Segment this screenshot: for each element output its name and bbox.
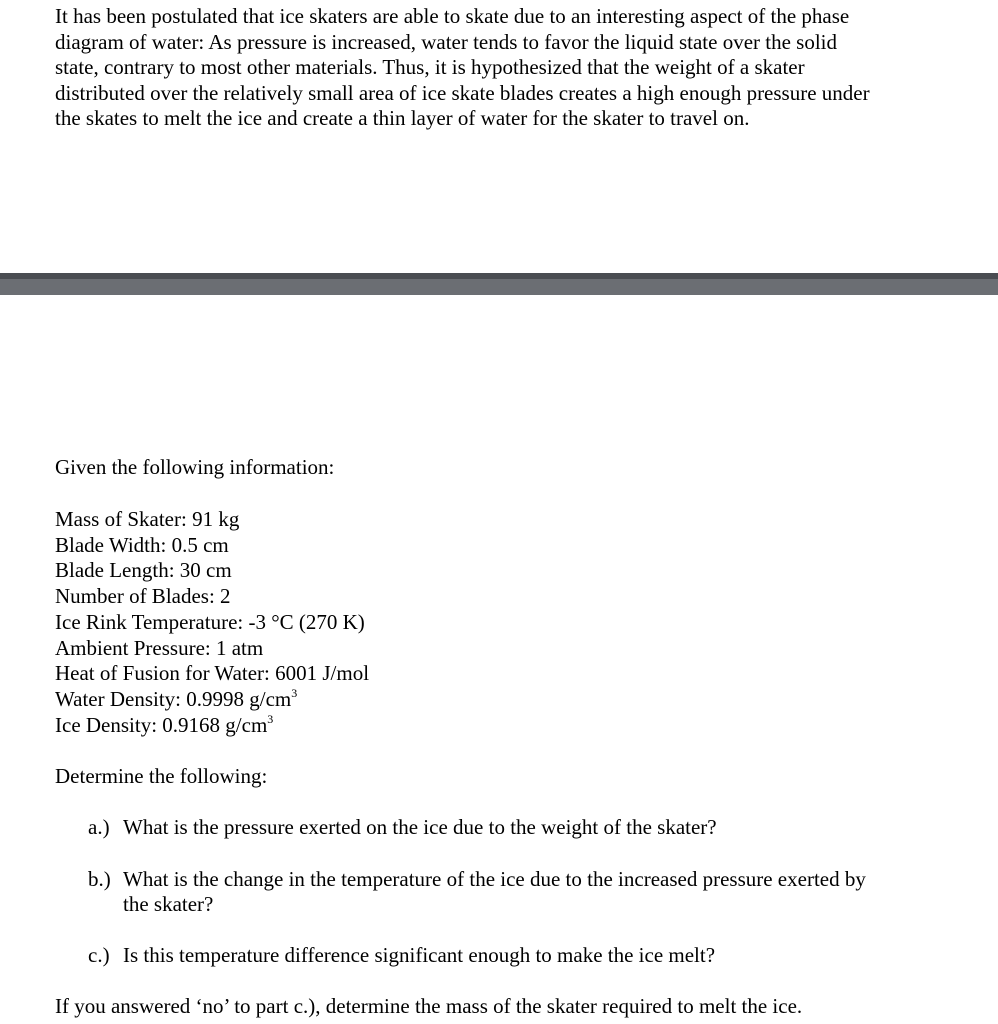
info-blade-length: Blade Length: 30 cm (55, 558, 232, 583)
question-label: b.) (88, 867, 111, 891)
info-ice-density (55, 713, 369, 739)
ice-density-text: Ice Density: 0.9168 g/cm (55, 712, 268, 737)
water-density-exponent: 3 (291, 685, 298, 700)
info-blade-width: Blade Width: 0.5 cm (55, 532, 229, 557)
question-label: c.) (88, 943, 110, 967)
question-label: a.) (88, 815, 110, 839)
intro-line: the skates to melt the ice and create a thin layer of water for the skater to travel on. (55, 106, 750, 130)
question-b (88, 867, 866, 917)
intro-line: diagram of water: As pressure is increased, water tends to favor the liquid state over the solid (55, 29, 838, 54)
intro-line: It has been postulated that ice skaters are able to skate due to an interesting aspect of the phase (55, 4, 850, 28)
water-density-text: Water Density: 0.9998 g/cm (55, 686, 292, 711)
info-mass: Mass of Skater: 91 kg (55, 507, 240, 531)
question-text: Is this temperature difference significant enough to make the ice melt? (123, 943, 716, 967)
question-a (88, 815, 717, 840)
determine-heading: Determine the following: (55, 764, 268, 788)
info-ambient-pressure: Ambient Pressure: 1 atm (55, 635, 264, 660)
question-text-continued: the skater? (123, 892, 214, 916)
intro-line: state, contrary to most other materials. Thus, it is hypothesized that the weight of a skater (55, 55, 805, 79)
given-heading: Given the following information: (55, 455, 335, 479)
page-divider (0, 273, 998, 295)
info-number-of-blades: Number of Blades: 2 (55, 584, 231, 609)
final-prompt: If you answered ‘no’ to part c.), determine the mass of the skater required to melt the ice. (55, 994, 803, 1018)
intro-line: distributed over the relatively small area of ice skate blades creates a high enough pressure under (55, 80, 870, 105)
info-rink-temperature: Ice Rink Temperature: -3 °C (270 K) (55, 609, 365, 634)
given-info-list (55, 507, 369, 738)
question-c (88, 943, 715, 968)
question-text: What is the change in the temperature of the ice due to the increased pressure exerted by (123, 867, 866, 891)
question-text: What is the pressure exerted on the ice due to the weight of the skater? (123, 815, 717, 839)
info-heat-of-fusion: Heat of Fusion for Water: 6001 J/mol (55, 661, 370, 686)
intro-paragraph (55, 4, 955, 132)
ice-density-exponent: 3 (267, 711, 274, 726)
info-water-density (55, 687, 369, 713)
